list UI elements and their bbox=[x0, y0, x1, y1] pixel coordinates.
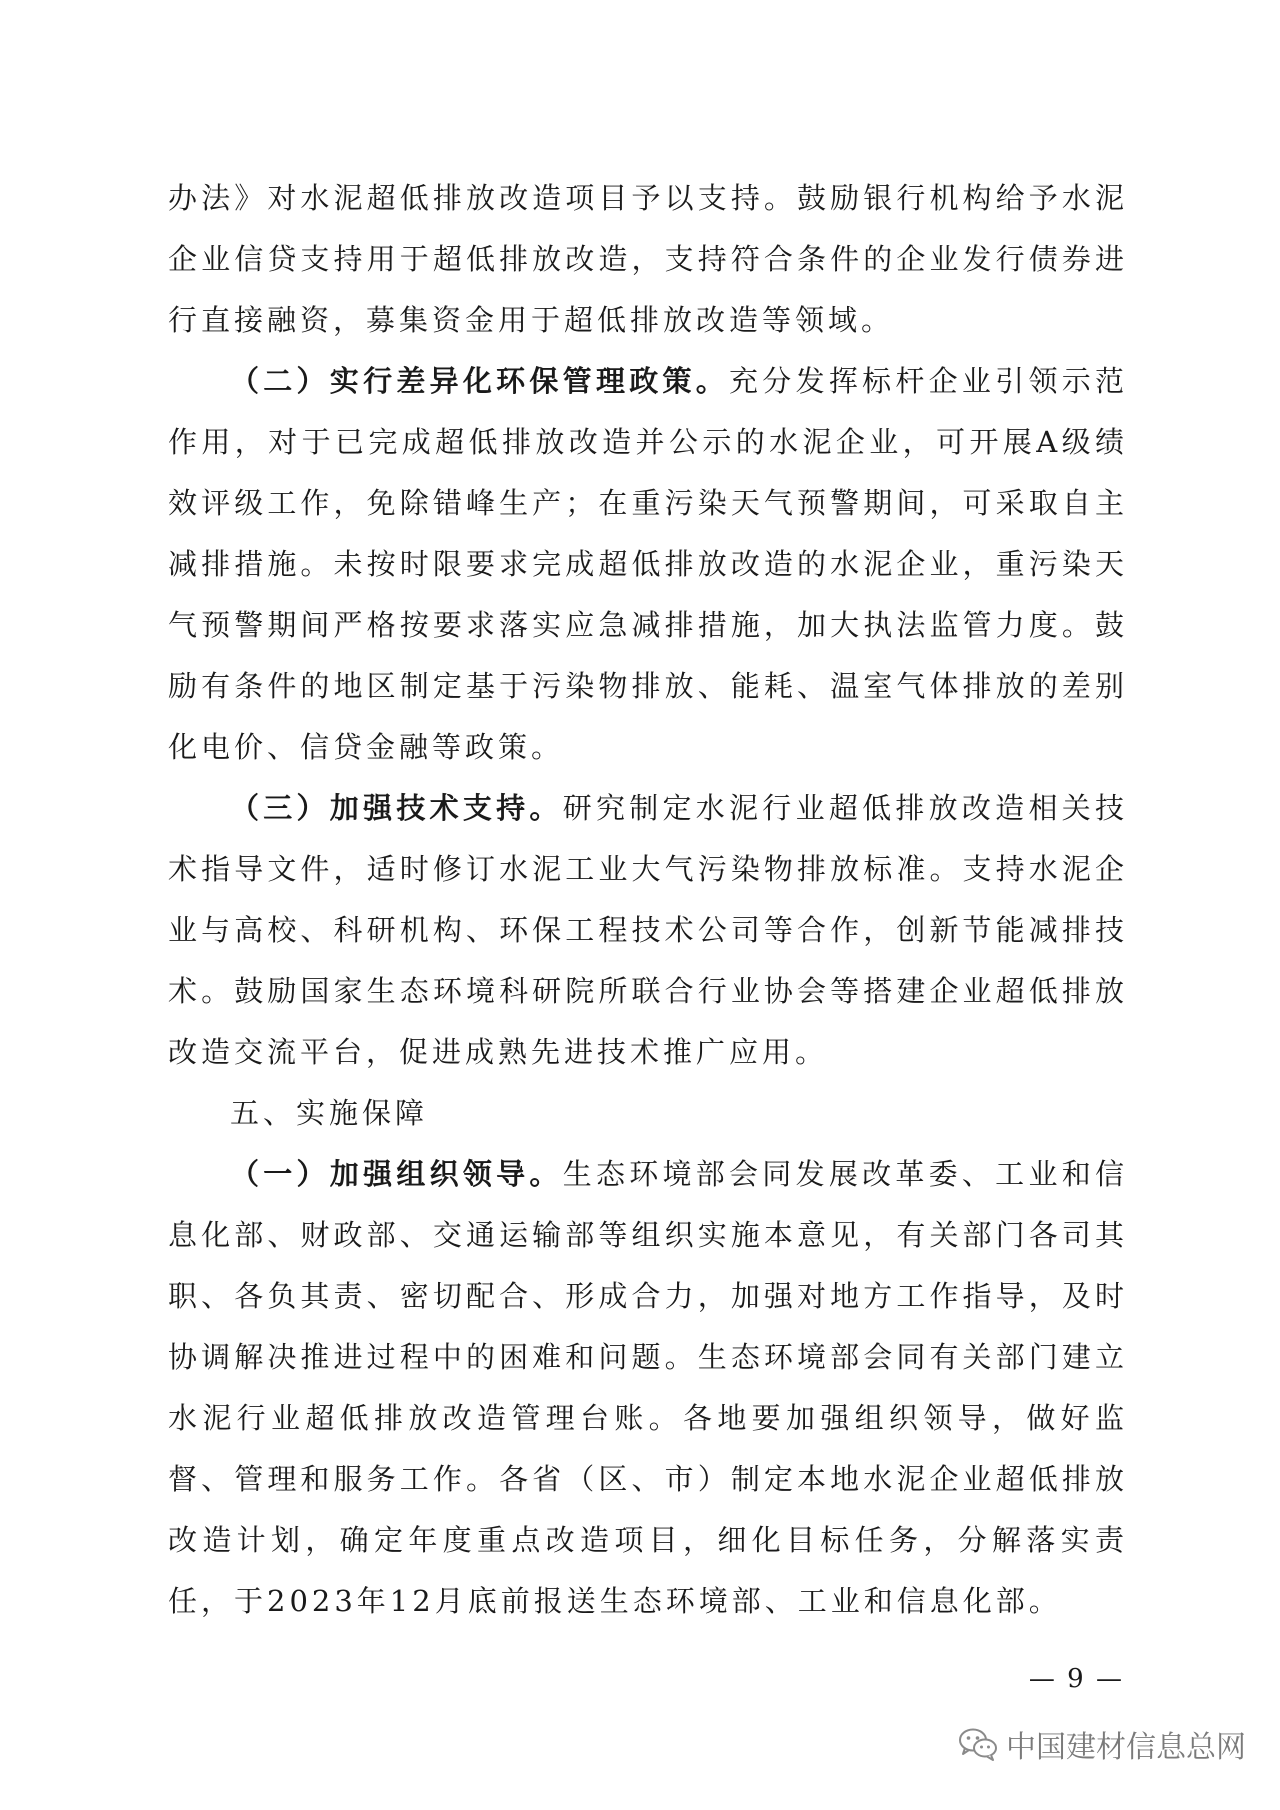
paragraph-body-technical-support: 研究制定水泥行业超低排放改造相关技术指导文件，适时修订水泥工业大气污染物排放标准。支持水泥企业与高校、科研机构、环保工程技术公司等合作，创新节能减排技术。鼓励国家生态环境科研院所联合行业协会等搭建企业超低排放改造交流平台，促进成熟先进技术推广应用。 bbox=[168, 791, 1128, 1069]
watermark bbox=[958, 1722, 1246, 1766]
paragraph-lead-differentiated-policy: （二）实行差异化环保管理政策。 bbox=[230, 364, 730, 398]
paragraph-body-organization-leadership: 生态环境部会同发展改革委、工业和信息化部、财政部、交通运输部等组织实施本意见，有关部门各司其职、各负其责、密切配合、形成合力，加强对地方工作指导，及时协调解决推进过程中的困难和问题。生态环境部会同有关部门建立水泥行业超低排放改造管理台账。各地要加强组织领导，做好监督、管理和服务工作。各省（区、市）制定本地水泥企业超低排放改造计划，确定年度重点改造项目，细化目标任务，分解落实责任，于2023年12月底前报送生态环境部、工业和信息化部。 bbox=[168, 1157, 1128, 1618]
paragraph-differentiated-policy bbox=[168, 351, 1128, 778]
paragraph-lead-technical-support: （三）加强技术支持。 bbox=[230, 791, 563, 825]
paragraph-technical-support bbox=[168, 778, 1128, 1083]
page-number: — 9 — bbox=[1028, 1664, 1124, 1694]
paragraph-body-differentiated-policy: 充分发挥标杆企业引领示范作用，对于已完成超低排放改造并公示的水泥企业，可开展A级绩效评级工作，免除错峰生产；在重污染天气预警期间，可采取自主减排措施。未按时限要求完成超低排放改造的水泥企业，重污染天气预警期间严格按要求落实应急减排措施，加大执法监管力度。鼓励有条件的地区制定基于污染物排放、能耗、温室气体排放的差别化电价、信贷金融等政策。 bbox=[168, 364, 1128, 764]
paragraph-organization-leadership bbox=[168, 1144, 1128, 1632]
document-page bbox=[168, 168, 1128, 1632]
section-heading: 五、实施保障 bbox=[230, 1096, 429, 1130]
wechat-icon bbox=[958, 1727, 998, 1761]
watermark-text: 中国建材信息总网 bbox=[1006, 1730, 1246, 1765]
paragraph-lead-organization-leadership: （一）加强组织领导。 bbox=[230, 1157, 563, 1191]
paragraph-continuation-text: 办法》对水泥超低排放改造项目予以支持。鼓励银行机构给予水泥企业信贷支持用于超低排放改造，支持符合条件的企业发行债券进行直接融资，募集资金用于超低排放改造等领域。 bbox=[168, 181, 1128, 337]
paragraph-continuation bbox=[168, 168, 1128, 351]
